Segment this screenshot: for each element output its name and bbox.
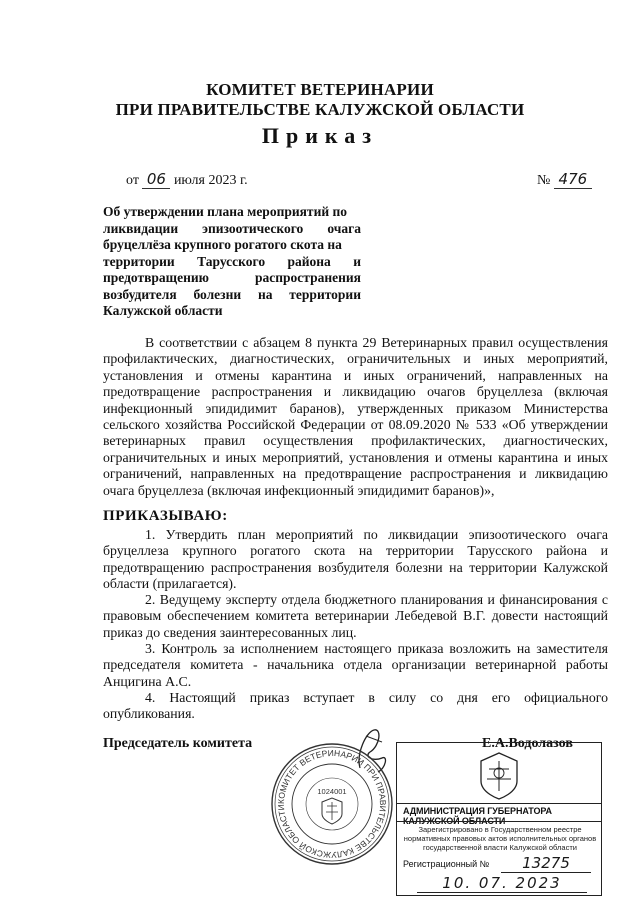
subject-line: территории Тарусского района и bbox=[103, 253, 361, 269]
subject-line: ликвидации эпизоотического очага bbox=[103, 220, 361, 236]
seal-ring-text-path: КОМИТЕТ ВЕТЕРИНАРИИ ПРИ ПРАВИТЕЛЬСТВЕ КАЛУЖСКОЙ ОБЛАСТИ bbox=[275, 747, 389, 861]
stamp-reg-number: 13275 bbox=[501, 854, 591, 873]
stamp-reg-date: 10. 07. 2023 bbox=[417, 874, 587, 893]
region-emblem-icon bbox=[475, 747, 523, 803]
date-prefix: от bbox=[126, 173, 139, 188]
order-item-3: 3. Контроль за исполнением настоящего приказа возложить на заместителя председателя комитета - начальника отдела организации ветеринарной работы Анцигина А.С. bbox=[103, 641, 608, 689]
subject-line: предотвращению распространения bbox=[103, 270, 361, 285]
stamp-divider bbox=[397, 821, 601, 822]
order-item-4: 4. Настоящий приказ вступает в силу со дня его официального опубликования. bbox=[103, 690, 608, 722]
org-name-line2: ПРИ ПРАВИТЕЛЬСТВЕ КАЛУЖСКОЙ ОБЛАСТИ bbox=[115, 100, 525, 119]
stamp-divider bbox=[397, 803, 601, 804]
org-name-line1: КОМИТЕТ ВЕТЕРИНАРИИ bbox=[206, 80, 434, 99]
signatory-position: Председатель комитета bbox=[103, 736, 253, 751]
official-round-seal bbox=[270, 742, 394, 866]
date-rest: июля 2023 г. bbox=[173, 173, 248, 188]
coat-of-arms-icon bbox=[322, 798, 342, 824]
order-number bbox=[537, 170, 592, 189]
number-prefix: № bbox=[537, 173, 551, 188]
number-handwritten: 476 bbox=[554, 170, 592, 189]
subject-line: Об утверждении плана мероприятий по bbox=[103, 204, 348, 219]
document-type-title: Приказ bbox=[261, 123, 379, 148]
stamp-registered-text: Зарегистрировано в Государственном реестре нормативных правовых актов исполнительных органов государственной власти Калужской области bbox=[403, 825, 597, 852]
subject-line: бруцеллёза крупного рогатого скота на bbox=[103, 237, 342, 252]
order-item-2: 2. Ведущему эксперту отдела бюджетного планирования и финансирования с правовым обеспечением комитета ветеринарии Лебедевой В.Г. довести настоящий приказ до сведения заинтересованных лиц. bbox=[103, 592, 608, 640]
subject-line: Калужской области bbox=[103, 303, 223, 318]
order-heading: ПРИКАЗЫВАЮ: bbox=[103, 508, 228, 524]
stamp-reg-number-label: Регистрационный № bbox=[403, 859, 490, 869]
signatory-name: Е.А.Водолазов bbox=[482, 736, 573, 751]
order-date bbox=[126, 170, 248, 189]
seal-inner-number: 1024001 bbox=[317, 787, 347, 796]
order-subject bbox=[103, 204, 361, 320]
subject-line: возбудителя болезни на территории bbox=[103, 286, 361, 302]
order-item-1: 1. Утвердить план мероприятий по ликвидации эпизоотического очага бруцеллеза крупного рогатого скота на территории Тарусского района и предотвращению распространения возбудителя болезни на территории Калужской области (прилагается). bbox=[103, 527, 608, 592]
preamble-paragraph: В соответствии с абзацем 8 пункта 29 Ветеринарных правил осуществления профилактических, диагностических, ограничительных и иных мероприятий, установления и отмены карантина и иных ограничений, направленных на предотвращение распространения и ликвидацию очагов бруцеллеза (включая инфекционный эпидидимит баранов), утвержденных приказом Министерства сельского хозяйства Российской Федерации от 08.09.2020 № 533 «Об утверждении ветеринарных правил осуществления профилактических, диагностических, ограничительных и иных мероприятий, установления и отмены карантина и иных ограничений, направленных на предотвращение распространения и ликвидацию очага бруцеллеза (включая инфекционный эпидидимит баранов)», bbox=[103, 335, 608, 498]
date-day-handwritten: 06 bbox=[142, 170, 170, 189]
registration-stamp bbox=[396, 742, 602, 896]
stamp-authority: АДМИНИСТРАЦИЯ ГУБЕРНАТОРА КАЛУЖСКОЙ ОБЛАСТИ bbox=[403, 806, 552, 826]
